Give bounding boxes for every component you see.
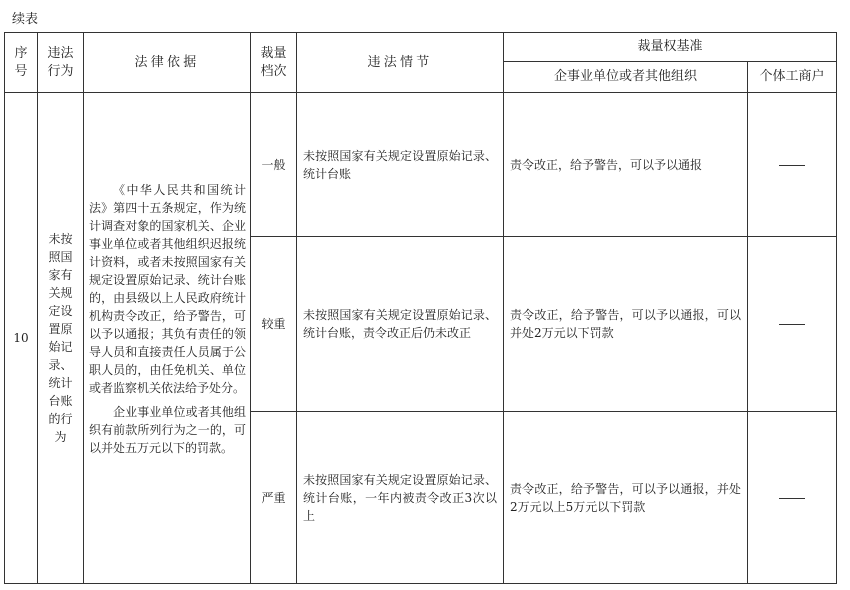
level-serious: 较重 bbox=[251, 237, 297, 412]
row-act: 未按照国家有关规定设置原始记录、统计台账的行为 bbox=[38, 93, 84, 584]
penalty-standard-table bbox=[4, 32, 837, 584]
dash-mark bbox=[779, 324, 805, 325]
enterprise-penalty-severe: 责令改正，给予警告，可以予以通报，并处2万元以上5万元以下罚款 bbox=[504, 412, 748, 584]
header-basis: 法律依据 bbox=[84, 33, 251, 93]
header-circumstance: 违法情节 bbox=[297, 33, 504, 93]
circumstance-severe: 未按照国家有关规定设置原始记录、统计台账，一年内被责令改正3次以上 bbox=[297, 412, 504, 584]
row-legal-basis bbox=[84, 93, 251, 584]
circumstance-general: 未按照国家有关规定设置原始记录、统计台账 bbox=[297, 93, 504, 237]
header-seq: 序号 bbox=[5, 33, 38, 93]
header-enterprise: 企事业单位或者其他组织 bbox=[504, 62, 748, 93]
header-standard: 裁量权基准 bbox=[504, 33, 837, 62]
individual-penalty-serious bbox=[748, 237, 837, 412]
level-general: 一般 bbox=[251, 93, 297, 237]
table-caption: 续表 bbox=[12, 12, 39, 27]
dash-mark bbox=[779, 165, 805, 166]
row-seq: 10 bbox=[5, 93, 38, 584]
individual-penalty-severe bbox=[748, 412, 837, 584]
header-individual: 个体工商户 bbox=[748, 62, 837, 93]
header-level: 裁量档次 bbox=[251, 33, 297, 93]
circumstance-serious: 未按照国家有关规定设置原始记录、统计台账，责令改正后仍未改正 bbox=[297, 237, 504, 412]
enterprise-penalty-general: 责令改正，给予警告，可以予以通报 bbox=[504, 93, 748, 237]
header-act: 违法行为 bbox=[38, 33, 84, 93]
table-row bbox=[5, 93, 837, 237]
basis-paragraph-2: 企业事业单位或者其他组织有前款所列行为之一的，可以并处五万元以下的罚款。 bbox=[89, 405, 246, 455]
level-severe: 严重 bbox=[251, 412, 297, 584]
basis-paragraph-1: 《中华人民共和国统计法》第四十五条规定，作为统计调查对象的国家机关、企业事业单位或者其他组织迟报统计资料，或者未按照国家有关规定设置原始记录、统计台账的，由县级以上人民政府统计机构责令改正，给予警告，可以予以通报；其负有责任的领导人员和直接责任人员属于公职人员的，由任免机关、单位或者监察机关依法给予处分。 bbox=[89, 183, 246, 395]
dash-mark bbox=[779, 498, 805, 499]
enterprise-penalty-serious: 责令改正，给予警告，可以予以通报，可以并处2万元以下罚款 bbox=[504, 237, 748, 412]
individual-penalty-general bbox=[748, 93, 837, 237]
